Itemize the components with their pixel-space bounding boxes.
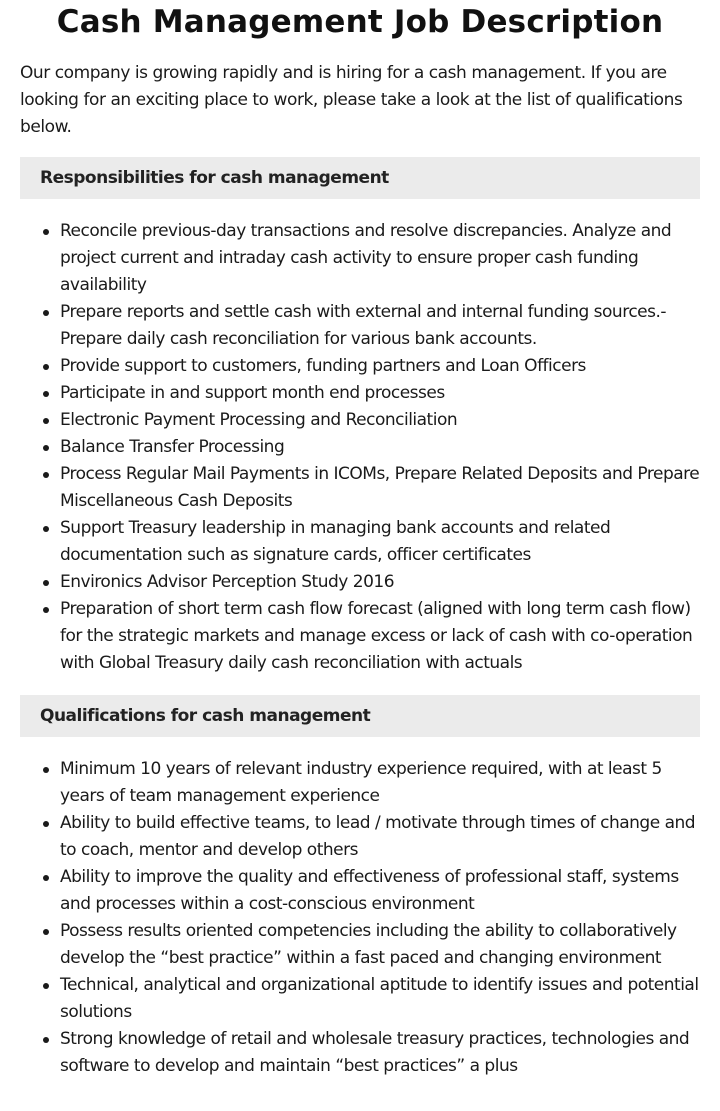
responsibilities-list xyxy=(20,218,700,677)
list-item-text: Minimum 10 years of relevant industry experience required, with at least 5 years of team management experience xyxy=(60,759,662,806)
list-item-text: Support Treasury leadership in managing bank accounts and related documentation such as signature cards, officer certificates xyxy=(60,518,611,565)
list-item-text: Technical, analytical and organizational aptitude to identify issues and potential solutions xyxy=(60,975,699,1022)
bullet-icon xyxy=(43,391,49,397)
list-item xyxy=(60,299,700,353)
list-item xyxy=(60,596,700,677)
bullet-icon xyxy=(43,767,49,773)
bullet-icon xyxy=(43,445,49,451)
list-item xyxy=(60,218,700,299)
list-item-text: Participate in and support month end processes xyxy=(60,383,445,403)
list-item xyxy=(60,569,700,596)
bullet-icon xyxy=(43,364,49,370)
list-item xyxy=(60,864,700,918)
list-item xyxy=(60,461,700,515)
list-item-text: Prepare reports and settle cash with external and internal funding sources.-Prepare daily cash reconciliation for various bank accounts. xyxy=(60,302,667,349)
list-item xyxy=(60,918,700,972)
qualifications-list xyxy=(20,756,700,1080)
bullet-icon xyxy=(43,821,49,827)
list-item xyxy=(60,1026,700,1080)
page-title: Cash Management Job Description xyxy=(56,4,664,40)
bullet-icon xyxy=(43,983,49,989)
bullet-icon xyxy=(43,929,49,935)
qualifications-heading: Qualifications for cash management xyxy=(20,695,700,737)
bullet-icon xyxy=(43,472,49,478)
list-item-text: Environics Advisor Perception Study 2016 xyxy=(60,572,395,592)
bullet-icon xyxy=(43,580,49,586)
list-item-text: Provide support to customers, funding partners and Loan Officers xyxy=(60,356,586,376)
list-item xyxy=(60,380,700,407)
bullet-icon xyxy=(43,526,49,532)
list-item-text: Strong knowledge of retail and wholesale treasury practices, technologies and software to develop and maintain “best practices” a plus xyxy=(60,1029,690,1076)
bullet-icon xyxy=(43,607,49,613)
bullet-icon xyxy=(43,310,49,316)
list-item xyxy=(60,515,700,569)
list-item-text: Ability to build effective teams, to lead / motivate through times of change and to coach, mentor and develop others xyxy=(60,813,696,860)
list-item xyxy=(60,810,700,864)
list-item-text: Preparation of short term cash flow forecast (aligned with long term cash flow) for the strategic markets and manage excess or lack of cash with co-operation with Global Treasury daily cash reconciliation with actuals xyxy=(60,599,693,673)
responsibilities-heading: Responsibilities for cash management xyxy=(20,157,700,199)
list-item-text: Electronic Payment Processing and Reconciliation xyxy=(60,410,458,430)
bullet-icon xyxy=(43,875,49,881)
list-item xyxy=(60,434,700,461)
list-item-text: Ability to improve the quality and effectiveness of professional staff, systems and processes within a cost-conscious environment xyxy=(60,867,679,914)
bullet-icon xyxy=(43,229,49,235)
list-item-text: Balance Transfer Processing xyxy=(60,437,285,457)
intro-paragraph: Our company is growing rapidly and is hiring for a cash management. If you are looking for an exciting place to work, please take a look at the list of qualifications below. xyxy=(20,63,683,137)
list-item xyxy=(60,972,700,1026)
list-item-text: Process Regular Mail Payments in ICOMs, Prepare Related Deposits and Prepare Miscellaneous Cash Deposits xyxy=(60,464,700,511)
list-item-text: Reconcile previous-day transactions and resolve discrepancies. Analyze and project current and intraday cash activity to ensure proper cash funding availability xyxy=(60,221,672,295)
bullet-icon xyxy=(43,418,49,424)
list-item xyxy=(60,353,700,380)
list-item xyxy=(60,407,700,434)
bullet-icon xyxy=(43,1037,49,1043)
list-item-text: Possess results oriented competencies including the ability to collaboratively develop the “best practice” within a fast paced and changing environment xyxy=(60,921,677,968)
list-item xyxy=(60,756,700,810)
